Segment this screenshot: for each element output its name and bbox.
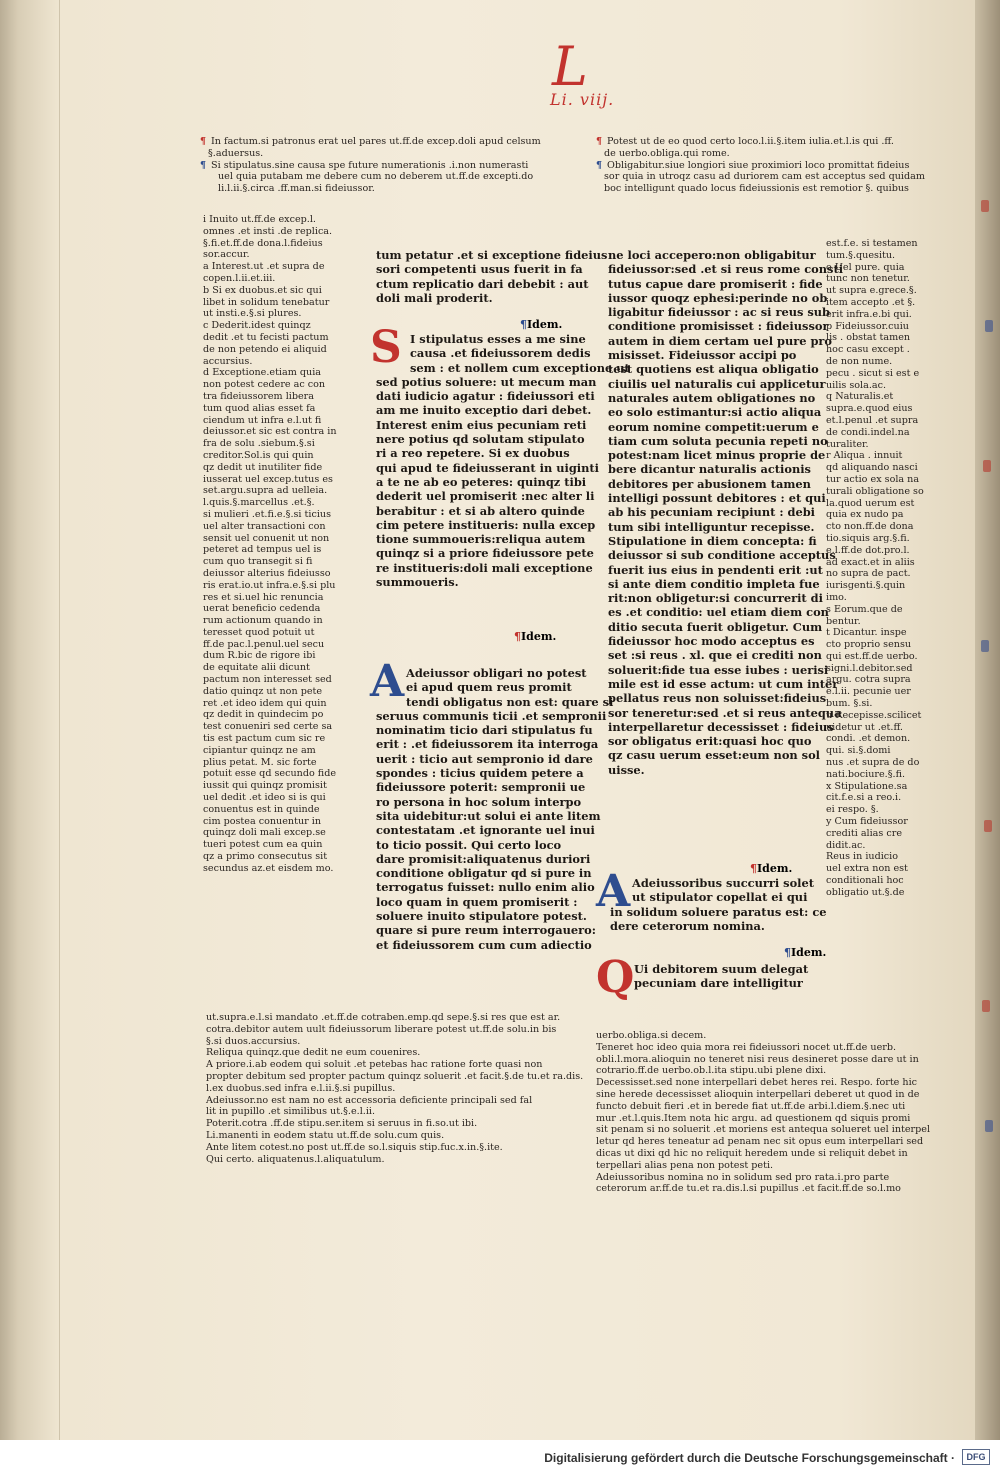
main-text-line: set :si reus . xl. que ei crediti non <box>608 648 822 663</box>
gloss-line: Poterit.cotra .ff.de stipu.ser.item si seruus in fi.so.ut ibi. <box>206 1118 478 1130</box>
main-text-line: tum petatur .et si exceptione fideius <box>376 248 608 262</box>
gloss-line: no supra de pact. <box>826 568 911 580</box>
gloss-line: Reliqua quinqz.que dedit ne eum couenires. <box>206 1047 421 1059</box>
gloss-line: cotra.debitor autem uult fideiussorum liberare potest ut.ff.de solu.in bis <box>206 1023 557 1035</box>
gloss-line: hoc casu except . <box>826 344 910 356</box>
footer-credit: Digitalisierung gefördert durch die Deutsche Forschungsgemeinschaft · <box>544 1451 955 1465</box>
initial-letter-q: Q <box>596 952 635 1003</box>
gloss-line: qz a primo consecutus sit <box>203 851 328 863</box>
top-gloss-right <box>596 136 932 195</box>
gloss-line: o Uel pure. quia <box>826 261 905 273</box>
gloss-line: §.si duos.accursius. <box>206 1035 301 1047</box>
gloss-line: turaliter. <box>826 438 869 450</box>
section-heading-idem: ¶Idem. <box>520 318 563 331</box>
gloss-line: res et si.uel hic renuncia <box>203 591 324 603</box>
main-text-line: mile est id esse actum: ut cum inter <box>608 676 839 691</box>
gloss-line: c Dederit.idest quinqz <box>203 320 311 332</box>
gloss-line: uel extra non est <box>826 863 908 875</box>
main-text-line: test quotiens est aliqua obligatio <box>608 362 819 377</box>
edge-rubric-mark <box>985 320 993 332</box>
gloss-line: sensit uel conuenit ut non <box>203 532 330 544</box>
gloss-line: §.fi.et.ff.de dona.l.fideius <box>203 237 323 249</box>
main-text-line: eo solo estimantur:si actio aliqua <box>608 405 822 420</box>
gloss-line: Decessisset.sed none interpellari debet heres rei. Respo. forte hic <box>596 1077 918 1089</box>
main-text-line: interpellaretur decessisset : fideius <box>608 719 834 734</box>
main-text-line: causa .et fideiussorem dedis <box>410 346 591 361</box>
gloss-line: fra de solu .siebum.§.si <box>203 438 315 450</box>
top-gloss-left <box>200 136 575 195</box>
main-text-line: Stipulatione in diem concepta: fi <box>608 533 817 548</box>
gloss-line: argu. cotra supra <box>826 674 911 686</box>
main-text-line: rit:non obligetur:si concurrerit di <box>608 591 823 606</box>
main-text-line: doli mali proderit. <box>376 290 493 305</box>
gloss-line: u Recepisse.scilicet <box>826 709 922 721</box>
gloss-line: de non nume. <box>826 355 893 367</box>
gloss-line: boc intelligunt quado locus fideiussionis est remotior §. quibus <box>604 183 909 195</box>
gloss-line: x Stipulatione.sa <box>826 780 908 792</box>
gloss-line: li.l.ii.§.circa .ff.man.si fideiussor. <box>218 183 375 195</box>
main-text-line: Adeiussoribus succurri solet <box>632 876 815 890</box>
main-text-line: in solidum soluere paratus est: ce <box>610 904 827 919</box>
gloss-line: cit.f.e.si a reo.i. <box>826 792 902 804</box>
main-text-line: fuerit ius eius in pendenti erit :ut <box>608 562 823 577</box>
dfg-logo-icon: DFG <box>962 1449 990 1465</box>
gloss-line: obligatio ut.§.de <box>826 886 905 898</box>
gloss-line: qz dedit in quindecim po <box>203 709 324 721</box>
gloss-line: uel dedit .et ideo si is qui <box>203 792 326 804</box>
main-column-a <box>376 248 608 305</box>
gloss-line: tum quod alias esset fa <box>203 402 316 414</box>
gloss-line: ret .et ideo idem qui quin <box>203 697 327 709</box>
gloss-line: ad exact.et in aliis <box>826 556 915 568</box>
main-text-line: tiam cum soluta pecunia repeti no <box>608 433 828 448</box>
gloss-line: tueri potest cum ea quin <box>203 839 323 851</box>
main-text-line: sed potius soluere: ut mecum man <box>376 374 597 389</box>
gloss-line: ei respo. §. <box>826 804 879 816</box>
gloss-line: Reus in iudicio <box>826 851 899 863</box>
gloss-line: cto proprio sensu <box>826 639 912 651</box>
gloss-line: r Aliqua . innuit <box>826 450 903 462</box>
gloss-line: b Si ex duobus.et sic qui <box>203 284 322 296</box>
gloss-line: uerat beneficio cedenda <box>203 603 321 615</box>
gloss-line: teresset quod potuit ut <box>203 626 315 638</box>
main-text-line: ut stipulator copellat ei qui <box>632 890 808 905</box>
gloss-line: erit infra.e.bi qui. <box>826 308 912 320</box>
gloss-line: tis est pactum cum sic re <box>203 733 326 745</box>
gloss-line: quia ex nudo pa <box>826 509 904 521</box>
main-text-line: ligabitur fideiussor : ac si reus sub <box>608 305 831 320</box>
gloss-line: item accepto .et §. <box>826 296 916 308</box>
main-text-line: eorum nomine competit:uerum e <box>608 419 819 434</box>
gloss-line: Qui certo. aliquatenus.l.aliquatulum. <box>206 1153 385 1165</box>
main-text-line: tutus capue dare promiserit : fide <box>608 276 823 291</box>
main-text-line: sor teneretur:sed .et si reus antequa <box>608 705 842 720</box>
main-text-line: erit : .et fideiussorem ita interroga <box>376 737 599 752</box>
gloss-line: t Dicantur. inspe <box>826 627 907 639</box>
main-text-line: conditione obligatur qd si pure in <box>376 866 592 881</box>
main-text-line: nominatim ticio dari stipulatus fu <box>376 723 593 738</box>
gloss-line: s Eorum.que de <box>826 603 903 615</box>
main-text-line: quinqz si a priore fideiussore pete <box>376 546 594 561</box>
gloss-line: functo debuit fieri .et in berede fiat ut.ff.de arbi.l.diem.§.nec uti <box>596 1100 906 1112</box>
gloss-line: iusserat uel excep.tutus es <box>203 473 333 485</box>
gloss-line: lis . obstat tamen <box>826 332 911 344</box>
folio-number: Li. viij. <box>550 90 615 109</box>
folio-letter: L <box>552 35 588 98</box>
gloss-line: non potest cedere ac con <box>203 379 326 391</box>
main-text-line: sori competenti usus fuerit in fa <box>376 262 583 277</box>
gloss-line: bum. §.si. <box>826 698 873 710</box>
gloss-line: est.f.e. si testamen <box>826 238 918 249</box>
gloss-line: turali obligatione so <box>826 485 924 497</box>
main-text-line: uisse. <box>608 762 645 777</box>
gloss-line: tunc non tenetur. <box>826 273 910 285</box>
gloss-line: ¶ Potest ut de eo quod certo loco.l.ii.§.item iulia.et.l.is qui .ff. <box>596 136 894 147</box>
gloss-line: qd aliquando nasci <box>826 462 918 474</box>
gloss-line: ut supra e.grece.§. <box>826 285 917 297</box>
gloss-line: §.aduersus. <box>208 147 264 159</box>
gloss-line: l.ex duobus.sed infra e.l.ii.§.si pupillus. <box>206 1082 396 1094</box>
main-text-line: qz casu uerum esset:eum non sol <box>608 748 821 763</box>
main-text-line: pecuniam dare intelligitur <box>634 976 803 991</box>
main-text-line: I stipulatus esses a me sine <box>410 332 586 346</box>
gloss-line: sit penam si no soluerit .et moriens est antequa solueret uel interpel <box>596 1124 931 1136</box>
main-text-line: dare promisit:aliquatenus duriori <box>376 851 591 866</box>
gloss-line: deiussor alterius fideiusso <box>203 567 331 579</box>
gloss-line: d Exceptione.etiam quia <box>203 367 321 379</box>
main-text-line: potest:nam licet minus proprie de <box>608 448 826 463</box>
main-text-line: re institueris:doli mali exceptione <box>376 560 593 575</box>
gloss-line: potuit esse qd secundo fide <box>203 768 337 780</box>
main-column-b-para3 <box>610 962 815 991</box>
edge-rubric-mark <box>981 640 989 652</box>
gloss-line: sine herede decessisset alioquin interpellari deberet ut quod in de <box>596 1088 920 1100</box>
main-column-a-para2 <box>376 666 614 952</box>
main-text-line: uerit : ticio aut sempronio id dare <box>376 751 593 766</box>
main-column-b-para2 <box>610 876 827 933</box>
gloss-line: Li.manenti in eodem statu ut.ff.de solu.cum quis. <box>206 1129 445 1141</box>
gloss-line: didit.ac. <box>826 839 866 851</box>
gloss-line: cipiantur quinqz ne am <box>203 744 316 756</box>
gloss-line: terpellari alias pena non potest peti. <box>596 1159 774 1171</box>
gloss-line: ut.supra.e.l.si mandato .et.ff.de cotraben.emp.qd sepe.§.si res que est ar. <box>206 1012 561 1023</box>
gloss-line: quinqz doli mali excep.se <box>203 827 326 839</box>
gloss-line: e.l.ii. pecunie uer <box>826 686 911 698</box>
gloss-line: peteret ad tempus uel is <box>203 544 322 556</box>
gloss-line: propter debitum sed propter pactum quinqz soluerit .et facit.§.de tu.et ra.dis. <box>206 1070 584 1082</box>
gloss-line: sor.accur. <box>203 249 250 261</box>
gloss-line: dicas ut dixi qd hic no reliquit heredem unde si reliquit debet in <box>596 1147 908 1159</box>
gloss-line: rum actionum quando in <box>203 615 323 627</box>
gloss-line: qui. si.§.domi <box>826 745 891 757</box>
gloss-line: copen.l.ii.et.iii. <box>203 272 276 284</box>
gloss-line: imo. <box>826 591 847 603</box>
main-text-line: ab his pecuniam recipiunt : debi <box>608 505 816 520</box>
main-text-line: berabitur : et si ab altero quinde <box>376 503 585 518</box>
gloss-line: ¶ Si stipulatus.sine causa spe future numerationis .i.non numerasti <box>200 159 529 171</box>
bottom-gloss-right <box>596 1030 942 1195</box>
gloss-line: si mulieri .et.fi.e.§.si ticius <box>203 508 331 520</box>
gloss-line: plius petat. M. sic forte <box>203 756 317 768</box>
main-text-line: tione summoueris:reliqua autem <box>376 532 586 547</box>
gloss-line: de non petendo ei aliquid <box>203 343 327 355</box>
gloss-line: la.quod uerum est <box>826 497 915 509</box>
gloss-line: de equitate alii dicunt <box>203 662 310 674</box>
gloss-line: ¶ In factum.si patronus erat uel pares ut.ff.de excep.doli apud celsum <box>200 136 541 147</box>
gloss-line: secundus az.et eisdem mo. <box>203 862 334 874</box>
gloss-line: a Interest.ut .et supra de <box>203 261 325 273</box>
main-text-line: ei apud quem reus promit <box>406 680 572 695</box>
gloss-line: lit in pupillo .et similibus ut.§.e.l.ii. <box>206 1106 376 1118</box>
main-column-a-para1 <box>376 332 630 590</box>
section-heading-idem: ¶Idem. <box>750 862 793 875</box>
gloss-line: test conueniri sed certe sa <box>203 721 333 733</box>
edge-rubric-mark <box>982 1000 990 1012</box>
edge-rubric-mark <box>984 820 992 832</box>
main-text-line: misisset. Fideiussor accipi po <box>608 348 797 363</box>
gloss-line: conditionali hoc <box>826 875 904 887</box>
gloss-line: obli.l.mora.alioquin no teneret nisi reus desineret posse dare ut in <box>596 1053 919 1065</box>
gloss-line: ¶ Obligabitur.siue longiori siue proximiori loco promittat fideius <box>596 159 910 171</box>
main-text-line: autem in diem certam uel pure pro <box>608 333 833 348</box>
gloss-line: supra.e.quod eius <box>826 403 913 415</box>
gloss-line: sor quia in utroqz casu ad duriorem cam est acceptus sed quidam <box>604 171 925 183</box>
gloss-line: cotrario.ff.de uerbo.ob.l.ita stipu.ubi plene dixi. <box>596 1065 827 1077</box>
gloss-line: ris erat.io.ut infra.e.§.si plu <box>203 579 336 591</box>
gloss-line: et.l.penul .et supra <box>826 414 919 426</box>
gloss-line: uel alter transactioni con <box>203 520 326 532</box>
gloss-line: q Naturalis.et <box>826 391 894 403</box>
main-text-line: ctum replicatio dari debebit : aut <box>376 276 589 291</box>
main-text-line: es .et conditio: uel etiam diem con <box>608 605 829 620</box>
gloss-line: nus .et supra de do <box>826 757 920 769</box>
gloss-line: nati.bociure.§.fi. <box>826 768 906 780</box>
main-text-line: ro persona in hoc solum interpo <box>376 794 582 809</box>
main-text-line: qui apud te fideiusserant in uiginti <box>376 460 599 475</box>
main-text-line: naturales autem obligationes no <box>608 390 816 405</box>
gloss-line: uel quia putabam me debere cum no deberem ut.ff.de excepti.do <box>218 171 534 183</box>
main-text-line: seruus communis ticii .et sempronii <box>376 708 607 723</box>
main-text-line: to ticio possit. Qui certo loco <box>376 837 562 852</box>
gloss-line: p Fideiussor.cuiu <box>826 320 909 332</box>
section-heading-idem: ¶Idem. <box>784 946 827 959</box>
main-text-line: dere ceterorum nomina. <box>610 918 765 933</box>
gloss-line: cum quo transegit si fi <box>203 556 313 568</box>
main-text-line: deiussor si sub conditione acceptus <box>608 548 836 563</box>
gloss-line: qz dedit ut inutiliter fide <box>203 461 323 473</box>
main-text-line: terrogatus fuisset: nullo enim alio <box>376 880 595 895</box>
main-text-line: si ante diem conditio impleta fue <box>608 576 820 591</box>
main-text-line: debitores per abusionem tamen <box>608 476 811 491</box>
right-marginal-gloss <box>826 238 938 899</box>
gloss-line: cto non.ff.de dona <box>826 521 914 533</box>
main-text-line: fideiussor:sed .et si reus rome consti <box>608 262 844 277</box>
main-text-line: fideiussore poterit: sempronii ue <box>376 780 586 795</box>
gloss-line: Ante litem cotest.no post ut.ff.de so.l.siquis stip.fuc.x.in.§.ite. <box>206 1141 503 1153</box>
edge-rubric-mark <box>983 460 991 472</box>
main-text-line: ri a reo repetere. Si ex duobus <box>376 446 570 461</box>
gloss-line: ceterorum ar.ff.de tu.et ra.dis.l.si pupillus .et facit.ff.de so.l.mo <box>596 1183 901 1195</box>
section-heading-idem: ¶Idem. <box>514 630 557 643</box>
gloss-line: Teneret hoc ideo quia mora rei fideiussori nocet ut.ff.de uerb. <box>596 1041 897 1053</box>
gloss-line: tur actio ex sola na <box>826 473 920 485</box>
gloss-line: uilis sola.ac. <box>826 379 887 391</box>
gloss-line: signi.l.debitor.sed <box>826 662 913 674</box>
main-text-line: loco quam in quem promiserit : <box>376 894 578 909</box>
gloss-line: dum R.bic de rigore ibi <box>203 650 316 662</box>
main-text-line: sor obligatus erit:quasi hoc quo <box>608 734 812 749</box>
main-text-line: Adeiussor obligari no potest <box>406 666 587 680</box>
gloss-line: i Inuito ut.ff.de excep.l. <box>203 214 316 225</box>
main-text-line: pellatus reus non soluisset:fideius <box>608 691 827 706</box>
gloss-line: iussit qui quinqz promisit <box>203 780 327 792</box>
gloss-line: Adeiussor.no est nam no est accessoria deficiente principali sed fal <box>206 1094 533 1106</box>
gloss-line: libet in solidum tenebatur <box>203 296 330 308</box>
gloss-line: e.l.ff.de dot.pro.l. <box>826 544 910 556</box>
gloss-line: pecu . sicut si est e <box>826 367 920 379</box>
gloss-line: cim postea conuentur in <box>203 815 322 827</box>
right-page-edge <box>975 0 1000 1440</box>
gloss-line: de uerbo.obliga.qui rome. <box>604 147 730 159</box>
gloss-line: Adeiussoribus nomina no in solidum sed pro rata.i.pro parte <box>596 1171 890 1183</box>
gloss-line: tra fideiussorem libera <box>203 390 314 402</box>
gloss-line: iurisgenti.§.quin <box>826 580 906 592</box>
gloss-line: de condi.indel.na <box>826 426 910 438</box>
main-text-line: spondes : ticius quidem petere a <box>376 766 584 781</box>
left-page-edge <box>0 0 60 1440</box>
initial-letter-s: S <box>370 322 402 373</box>
gloss-line: crediti alias cre <box>826 827 903 839</box>
main-text-line: Ui debitorem suum delegat <box>634 962 809 976</box>
main-text-line: summoueris. <box>376 575 459 590</box>
main-text-line: ne loci accepero:non obligabitur <box>608 248 816 262</box>
main-text-line: nere potius qd solutam stipulato <box>376 432 585 447</box>
gloss-line: condi. .et demon. <box>826 733 911 745</box>
main-text-line: bere dicantur naturalis actionis <box>608 462 811 477</box>
gloss-line: dedit .et tu fecisti pactum <box>203 331 329 343</box>
gloss-line: tum.§.quesitu. <box>826 249 896 261</box>
gloss-line: bentur. <box>826 615 861 627</box>
gloss-line: uidetur ut .et.ff. <box>826 721 903 733</box>
initial-letter-a: A <box>596 866 631 917</box>
main-text-line: quare si pure reum interrogauero: <box>376 923 596 938</box>
main-text-line: Interest enim eius pecuniam reti <box>376 417 587 432</box>
left-marginal-gloss <box>203 214 371 875</box>
main-text-line: tendi obligatus non est: quare si <box>406 694 614 709</box>
main-text-line: intelligi possunt debitores : et qui <box>608 491 826 506</box>
gloss-line: uerbo.obliga.si decem. <box>596 1030 707 1041</box>
gloss-line: ff.de pac.l.penul.uel secu <box>203 638 325 650</box>
gloss-line: y Cum fideiussor <box>826 816 908 828</box>
main-text-line: ciuilis uel naturalis cui applicetur <box>608 376 826 391</box>
main-text-line: a te ne ab eo peteres: quinqz tibi <box>376 474 587 489</box>
main-text-line: dederit uel promiserit :nec alter li <box>376 489 595 504</box>
gloss-line: ciendum ut infra e.l.ut fi <box>203 414 322 426</box>
edge-rubric-mark <box>985 1120 993 1132</box>
main-text-line: iussor quoqz ephesi:perinde no ob <box>608 290 828 305</box>
edge-rubric-mark <box>981 200 989 212</box>
gloss-line: omnes .et insti .de replica. <box>203 225 333 237</box>
main-text-line: conditione promisisset : fideiussor <box>608 319 829 334</box>
gloss-line: set.argu.supra ad uelleia. <box>203 485 328 497</box>
folio-header <box>540 35 630 110</box>
main-text-line: contestatam .et ignorante uel inui <box>376 823 595 838</box>
gloss-line: datio quinqz ut non pete <box>203 685 323 697</box>
main-text-line: ditio secuta fuerit obligetur. Cum <box>608 619 823 634</box>
gloss-line: pactum non interesset sed <box>203 674 332 686</box>
main-text-line: cim petere institueris: nulla excep <box>376 517 596 532</box>
main-text-line: tum sibi intelliguntur recepisse. <box>608 519 815 534</box>
gloss-line: creditor.Sol.is qui quin <box>203 449 314 461</box>
gloss-line: A priore.i.ab eodem qui soluit .et petebas hac ratione forte quasi non <box>206 1059 543 1071</box>
gloss-line: tio.siquis arg.§.fi. <box>826 532 910 544</box>
main-text-line: dati iudicio agatur : fideiussori eti <box>376 389 595 404</box>
main-text-line: soluere inuito stipulatore potest. <box>376 909 587 924</box>
bottom-gloss-left <box>206 1012 584 1165</box>
main-text-line: am me inuito exceptio dari debet. <box>376 403 592 418</box>
gloss-line: ut insti.e.§.si plures. <box>203 308 302 320</box>
gloss-line: conuentus est in quinde <box>203 803 320 815</box>
initial-letter-a: A <box>370 656 405 707</box>
main-text-line: soluerit:fide tua esse iubes : uerisi <box>608 662 829 677</box>
gloss-line: deiussor.et sic est contra in <box>203 426 337 438</box>
gloss-line: accursius. <box>203 355 253 367</box>
gloss-line: l.quis.§.marcellus .et.§. <box>203 497 315 509</box>
main-text-line: fideiussor hoc modo acceptus es <box>608 634 815 649</box>
gloss-line: mur .et.l.quis.Item nota hic argu. ad questionem qd siquis promi <box>596 1112 911 1124</box>
main-text-line: sem : et nollem cum exceptione ut <box>410 360 630 375</box>
gloss-line: letur qd heres teneatur ad penam nec sit opus eum interpellari sed <box>596 1136 924 1148</box>
main-text-line: sita uidebitur:ut solui ei ante litem <box>376 808 601 823</box>
gloss-line: qui est.ff.de uerbo. <box>826 650 918 662</box>
main-text-line: et fideiussorem cum cum adiectio <box>376 937 592 952</box>
